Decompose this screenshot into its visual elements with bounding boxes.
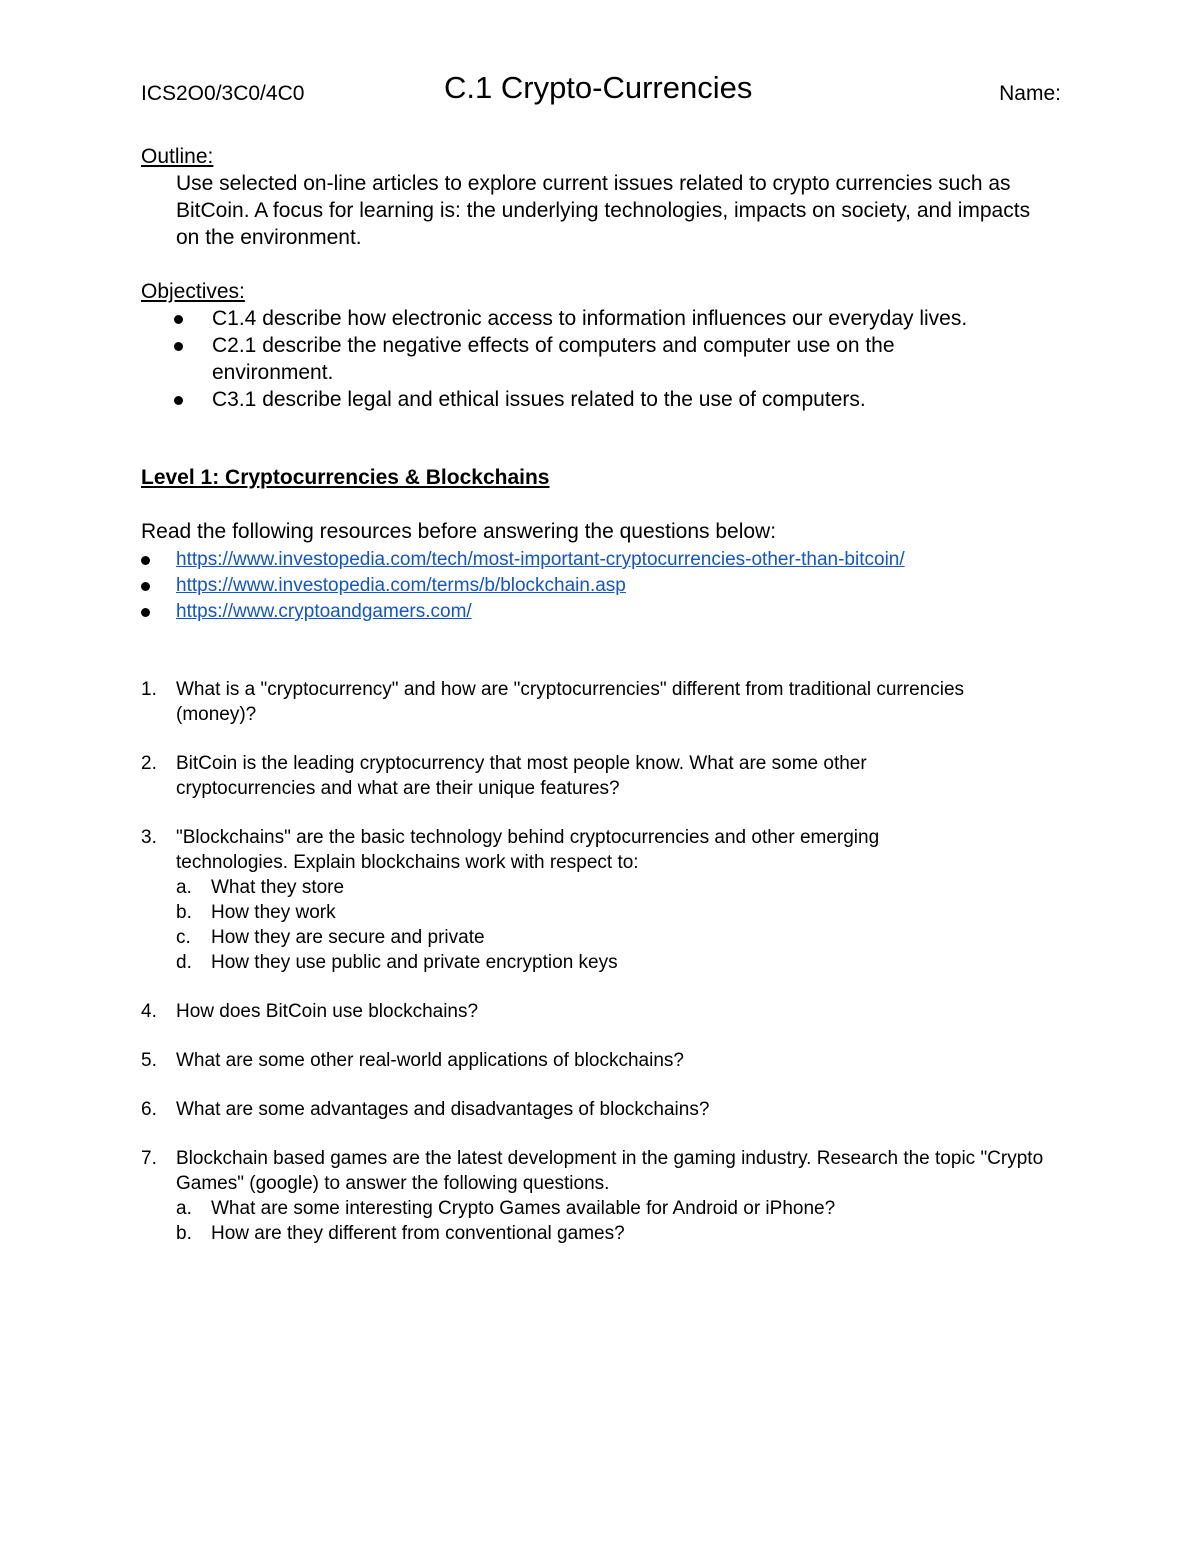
sub-text: How they are secure and private	[211, 927, 485, 948]
question-number: 2.	[141, 753, 157, 774]
document-header	[141, 70, 1061, 114]
sub-question	[176, 1221, 1061, 1246]
objective-text: C3.1 describe legal and ethical issues related to the use of computers.	[212, 388, 866, 411]
objective-text: C1.4 describe how electronic access to information influences our everyday lives.	[212, 307, 968, 330]
bullet-icon	[174, 396, 183, 405]
question-number: 7.	[141, 1148, 157, 1169]
question-text: What are some advantages and disadvantages of blockchains?	[176, 1099, 710, 1120]
question-number: 3.	[141, 827, 157, 848]
question-text: What is a "cryptocurrency" and how are "cryptocurrencies" different from traditional currencies (money)?	[176, 679, 965, 725]
question-7	[141, 1146, 1061, 1246]
objectives-list	[141, 305, 1071, 413]
sub-letter: b.	[176, 902, 192, 923]
list-item	[141, 547, 905, 573]
list-item	[141, 332, 1071, 386]
list-item	[141, 386, 1071, 413]
question-number: 6.	[141, 1099, 157, 1120]
sub-letter: b.	[176, 1223, 192, 1244]
bullet-icon	[141, 582, 150, 591]
question-6	[141, 1097, 1061, 1122]
objectives-heading: Objectives:	[141, 280, 245, 303]
question-text: How does BitCoin use blockchains?	[176, 1001, 479, 1022]
resource-link-blockchain[interactable]: https://www.investopedia.com/terms/b/blockchain.asp	[176, 575, 626, 596]
question-text: BitCoin is the leading cryptocurrency that most people know. What are some other cryptocurrencies and what are their unique features?	[176, 753, 867, 799]
question-2	[141, 751, 1061, 801]
outline-heading: Outline:	[141, 145, 214, 168]
sub-text: How they work	[211, 902, 336, 923]
sub-text: How they use public and private encryption keys	[211, 952, 618, 973]
list-item	[141, 305, 1071, 332]
sub-question	[176, 925, 1061, 950]
sub-letter: c.	[176, 927, 191, 948]
sub-question	[176, 950, 1061, 975]
level-1-heading: Level 1: Cryptocurrencies & Blockchains	[141, 466, 550, 489]
questions-list	[141, 677, 1061, 1270]
question-number: 1.	[141, 679, 157, 700]
name-label: Name:	[999, 82, 1061, 105]
resource-link-cryptocurrencies[interactable]: https://www.investopedia.com/tech/most-important-cryptocurrencies-other-than-bitcoin/	[176, 549, 905, 570]
list-item	[141, 599, 905, 625]
sub-text: What are some interesting Crypto Games available for Android or iPhone?	[211, 1198, 836, 1219]
question-number: 4.	[141, 1001, 157, 1022]
bullet-icon	[141, 608, 150, 617]
list-item	[141, 573, 905, 599]
question-1	[141, 677, 1061, 727]
sub-letter: d.	[176, 952, 192, 973]
page-title: C.1 Crypto-Currencies	[444, 70, 753, 105]
question-number: 5.	[141, 1050, 157, 1071]
sub-letter: a.	[176, 1198, 192, 1219]
sub-question	[176, 1196, 1061, 1221]
question-3	[141, 825, 1061, 975]
sub-question	[176, 875, 1061, 900]
resource-link-cryptoandgamers[interactable]: https://www.cryptoandgamers.com/	[176, 601, 472, 622]
sub-text: What they store	[211, 877, 345, 898]
bullet-icon	[174, 315, 183, 324]
bullet-icon	[141, 556, 150, 565]
question-5	[141, 1048, 1061, 1073]
sub-letter: a.	[176, 877, 192, 898]
course-code: ICS2O0/3C0/4C0	[141, 82, 305, 105]
outline-text: Use selected on-line articles to explore current issues related to crypto currencies such as BitCoin. A focus for learning is: the underlying technologies, impacts on society, and impacts on the environment.	[176, 172, 1031, 249]
objective-text: C2.1 describe the negative effects of computers and computer use on the environment.	[212, 334, 895, 384]
sub-question	[176, 900, 1061, 925]
question-text: Blockchain based games are the latest development in the gaming industry. Research the topic "Crypto Games" (google) to answer the following questions.	[176, 1148, 1044, 1194]
sub-text: How are they different from conventional games?	[211, 1223, 625, 1244]
resources-intro: Read the following resources before answering the questions below:	[141, 520, 777, 543]
question-text: What are some other real-world applications of blockchains?	[176, 1050, 684, 1071]
bullet-icon	[174, 342, 183, 351]
resource-links	[141, 547, 905, 625]
question-text: "Blockchains" are the basic technology behind cryptocurrencies and other emerging technologies. Explain blockchains work with respect to:	[176, 827, 880, 873]
question-4	[141, 999, 1061, 1024]
